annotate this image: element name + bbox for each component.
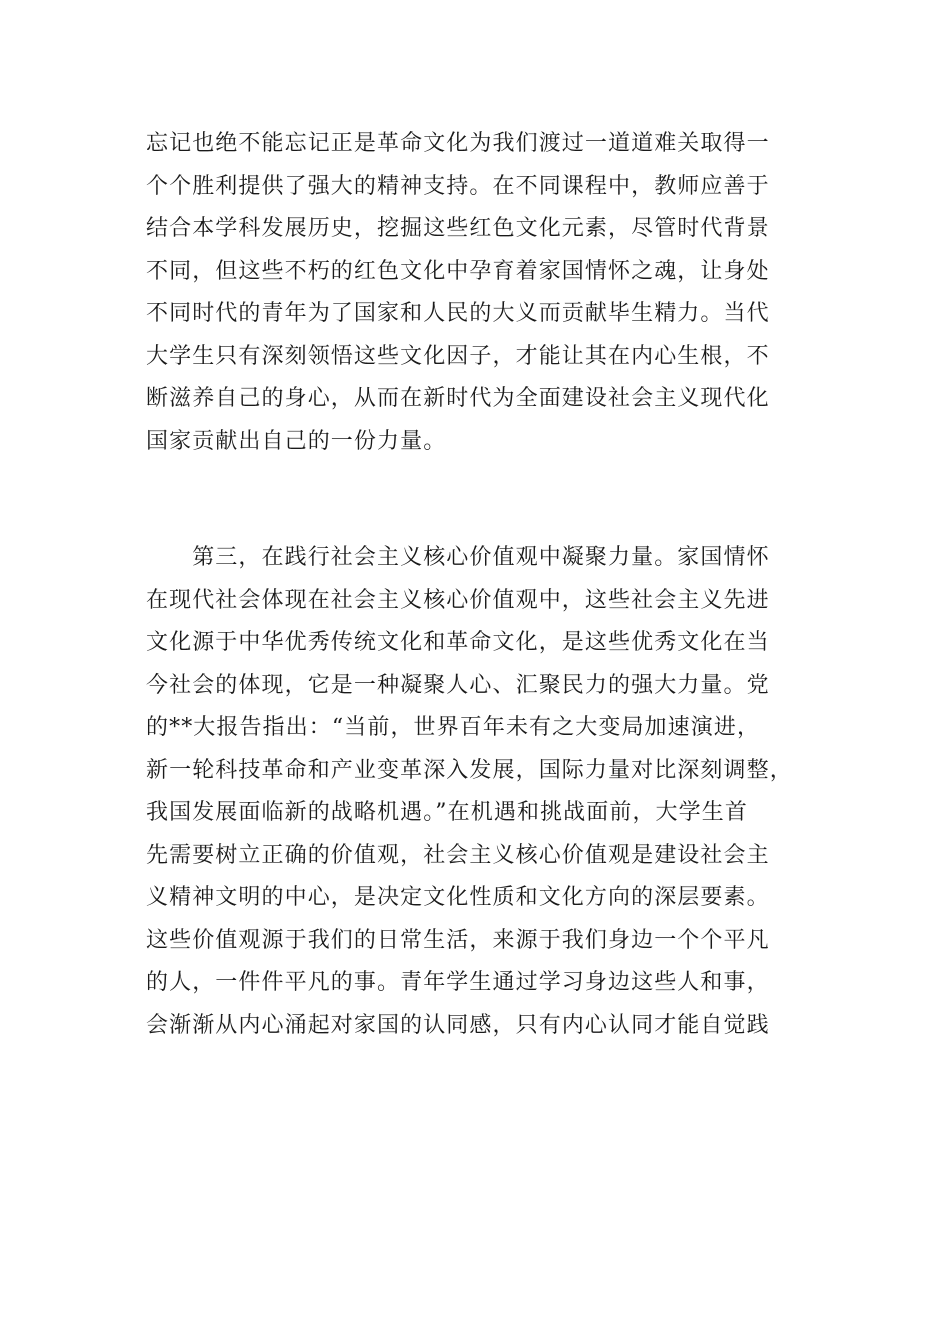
text-line: 第三，在践行社会主义核心价值观中凝聚力量。家国情怀 xyxy=(146,545,770,570)
text-line: 会渐渐从内心涌起对家国的认同感，只有内心认同才能自觉践 xyxy=(146,1012,770,1038)
text-line: 先需要树立正确的价值观，社会主义核心价值观是建设社会主 xyxy=(146,842,770,868)
text-line: 国家贡献出自己的一份力量。 xyxy=(146,428,447,454)
text-line: 的人，一件件平凡的事。青年学生通过学习身边这些人和事， xyxy=(146,970,770,995)
text-line: 不同，但这些不朽的红色文化中孕育着家国情怀之魂，让身处 xyxy=(146,258,770,284)
text-line: 这些价值观源于我们的日常生活，来源于我们身边一个个平凡 xyxy=(146,927,770,953)
paragraph-core-values xyxy=(146,537,811,1047)
text-line: 忘记也绝不能忘记正是革命文化为我们渡过一道道难关取得一 xyxy=(146,131,770,156)
text-line: 今社会的体现，它是一种凝聚人心、汇聚民力的强大力量。党 xyxy=(146,672,770,698)
text-line: 的**大报告指出：“当前，世界百年未有之大变局加速演进， xyxy=(146,715,761,740)
text-line: 义精神文明的中心，是决定文化性质和文化方向的深层要素。 xyxy=(146,885,770,910)
text-line: 大学生只有深刻领悟这些文化因子，才能让其在内心生根，不 xyxy=(146,343,770,369)
text-line: 我国发展面临新的战略机遇。”在机遇和挑战面前，大学生首 xyxy=(146,800,748,825)
text-line: 个个胜利提供了强大的精神支持。在不同课程中，教师应善于 xyxy=(146,173,770,199)
text-line: 新一轮科技革命和产业变革深入发展，国际力量对比深刻调整， xyxy=(146,757,793,783)
text-line: 断滋养自己的身心，从而在新时代为全面建设社会主义现代化 xyxy=(146,386,770,411)
text-line: 不同时代的青年为了国家和人民的大义而贡献毕生精力。当代 xyxy=(146,301,770,326)
text-line: 在现代社会体现在社会主义核心价值观中，这些社会主义先进 xyxy=(146,587,770,613)
text-line: 文化源于中华优秀传统文化和革命文化，是这些优秀文化在当 xyxy=(146,630,770,655)
paragraph-revolutionary-culture xyxy=(146,123,811,463)
text-line: 结合本学科发展历史，挖掘这些红色文化元素，尽管时代背景 xyxy=(146,216,770,241)
